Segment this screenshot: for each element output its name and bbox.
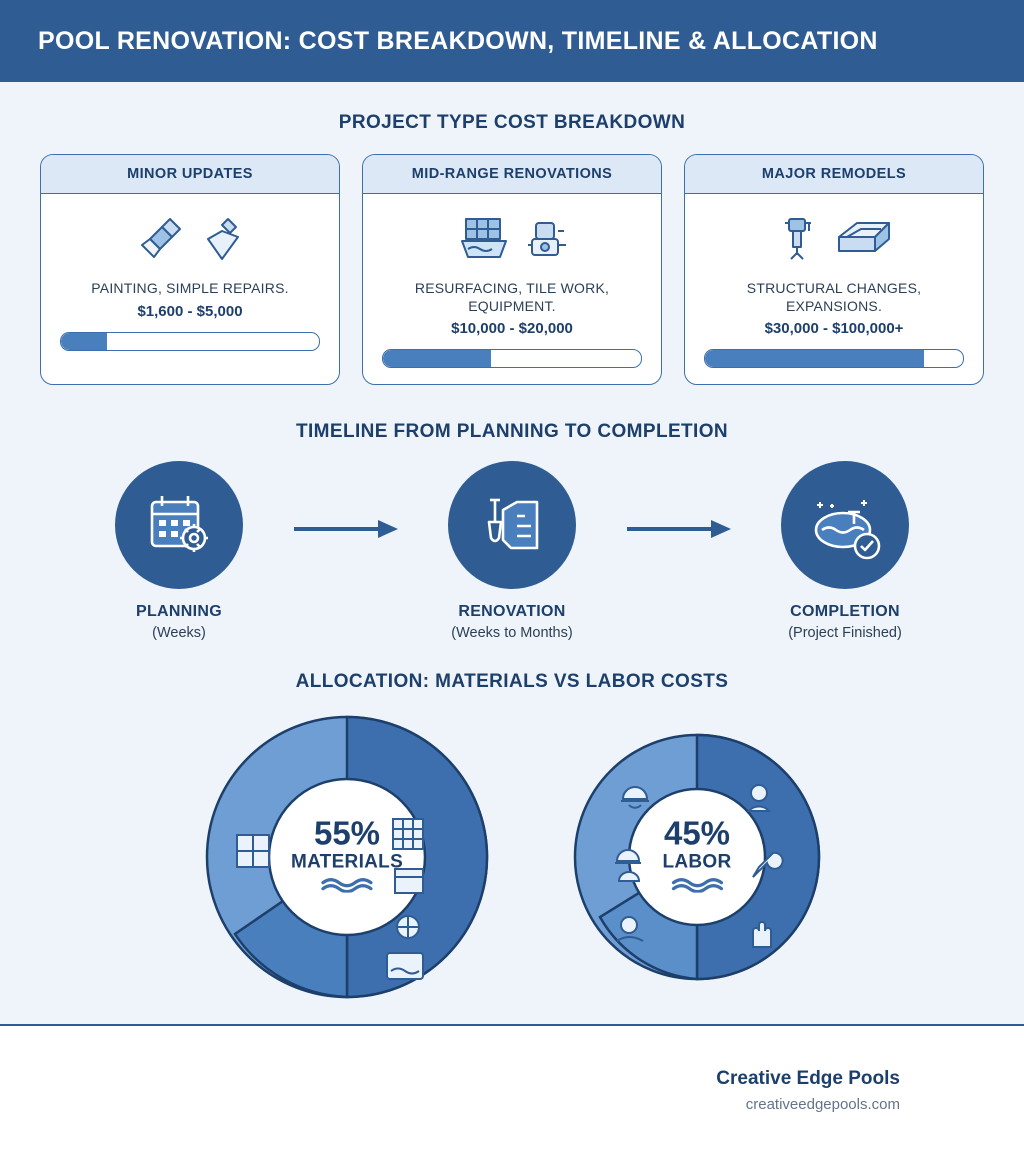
cost-card-icons (454, 208, 570, 270)
cost-card-body (363, 194, 661, 384)
timeline-arrow-1 (287, 518, 405, 540)
timeline-step-sub: (Project Finished) (788, 625, 902, 641)
cost-card-progress-fill (705, 350, 924, 367)
cost-card-major-remodels[interactable] (684, 154, 984, 385)
timeline-step-planning[interactable] (72, 461, 287, 641)
cost-card-mid-range-renovations[interactable] (362, 154, 662, 385)
timeline-section (22, 421, 1002, 641)
infographic-content (0, 82, 1024, 1024)
donut-materials-percent: 55% (313, 814, 381, 852)
cost-card-range: $30,000 - $100,000+ (764, 320, 904, 337)
timeline-steps (22, 461, 1002, 641)
timeline-step-icon-circle (781, 461, 909, 589)
donut-labor-percent: 45% (663, 814, 731, 852)
brand-name: Creative Edge Pools (716, 1067, 900, 1089)
timeline-step-completion[interactable] (738, 461, 953, 641)
timeline-arrow-2 (620, 518, 738, 540)
cost-card-icons (132, 208, 248, 270)
timeline-step-sub: (Weeks to Months) (451, 625, 573, 641)
cost-card-heading: MAJOR REMODELS (685, 155, 983, 194)
donut-materials-center (290, 814, 404, 898)
cost-card-progress-fill (61, 333, 107, 350)
pool-shell-icon (831, 211, 897, 267)
paint-brush-icon (132, 211, 188, 267)
pool-tile-icon (454, 211, 514, 267)
cost-card-description: STRUCTURAL CHANGES, EXPANSIONS. (746, 280, 922, 314)
cost-card-range: $10,000 - $20,000 (451, 320, 573, 337)
allocation-donuts (22, 707, 1002, 1007)
pool-light-icon (397, 916, 419, 938)
donut-materials-label: MATERIALS (290, 851, 404, 873)
cost-card-heading: MINOR UPDATES (41, 155, 339, 194)
trowel-icon (196, 211, 248, 267)
timeline-step-icon-circle (115, 461, 243, 589)
cost-card-progress-bar (704, 349, 964, 368)
cost-card-description: PAINTING, SIMPLE REPAIRS. (91, 280, 289, 296)
cost-card-heading: MID-RANGE RENOVATIONS (363, 155, 661, 194)
cost-card-body (685, 194, 983, 384)
cost-card-description: RESURFACING, TILE WORK, EQUIPMENT. (414, 280, 610, 314)
cost-card-progress-bar (60, 332, 320, 351)
pool-liner-icon (387, 953, 423, 979)
cost-card-icons (771, 208, 897, 270)
jackhammer-icon (771, 211, 823, 267)
page-header (0, 0, 1024, 82)
donut-labor-label: LABOR (662, 851, 732, 873)
allocation-title: ALLOCATION: MATERIALS VS LABOR COSTS (295, 671, 729, 692)
cost-card-range: $1,600 - $5,000 (137, 302, 243, 320)
cost-card-minor-updates[interactable] (40, 154, 340, 385)
page-title: POOL RENOVATION: COST BREAKDOWN, TIMELINE & ALLOCATION (38, 26, 878, 55)
cost-card-progress-bar (382, 349, 642, 368)
pool-pump-icon (522, 211, 570, 267)
wave-mark (662, 876, 731, 897)
timeline-step-label: COMPLETION (790, 603, 900, 620)
timeline-title: TIMELINE FROM PLANNING TO COMPLETION (295, 421, 729, 442)
allocation-section (22, 671, 1002, 1007)
timeline-step-renovation[interactable] (405, 461, 620, 641)
page-footer (0, 1024, 1024, 1154)
timeline-step-label: PLANNING (136, 603, 222, 620)
sparkling-pool-check-icon (802, 482, 888, 568)
calendar-gear-icon (140, 486, 218, 564)
donut-labor-center (662, 814, 732, 898)
timeline-step-sub: (Weeks) (152, 625, 206, 641)
cost-card-progress-fill (383, 350, 491, 367)
tile-grid-icon (237, 835, 269, 867)
wave-mark (291, 876, 403, 897)
timeline-step-icon-circle (448, 461, 576, 589)
donut-labor[interactable] (567, 727, 827, 987)
cost-breakdown-title: PROJECT TYPE COST BREAKDOWN (338, 112, 686, 133)
cost-card-body (41, 194, 339, 367)
donut-materials[interactable] (197, 707, 497, 1007)
brand-website: creativeedgepools.com (745, 1095, 900, 1113)
cost-breakdown-section (22, 112, 1002, 385)
cost-card-list (22, 154, 1002, 385)
timeline-step-label: RENOVATION (458, 603, 566, 620)
shovel-blueprint-icon (473, 486, 551, 564)
